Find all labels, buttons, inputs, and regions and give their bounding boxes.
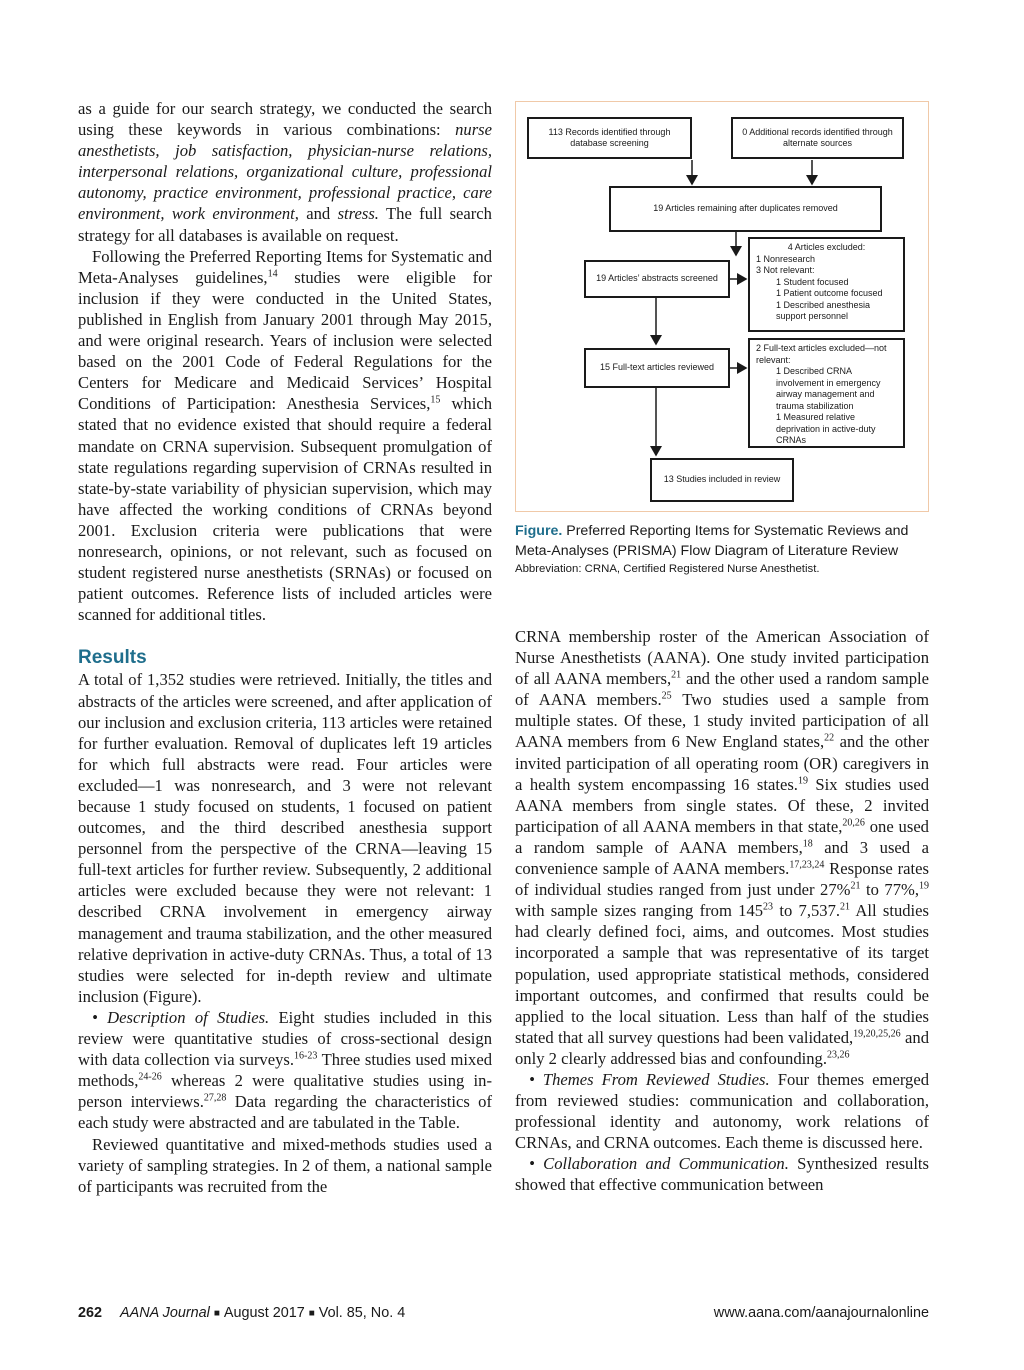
issue-date: August 2017 [223, 1305, 305, 1321]
paragraph-inclusion-criteria: Following the Preferred Reporting Items for Systematic and Meta-Analyses guidelines,$^{14}$ studies were eligible for inclusion if they were conducted in the United States, published in English from January 2001 through May 2015, and were original research. Years of inclusion were selected based on the 2001 Code of Federal Regulations for the Centers for Medicare and Medicaid Services’ Hospital Conditions of Participation: Anesthesia Services,$^{15}$ which stated that no evidence existed that should require a federal mandate on CRNA supervision. Subsequent promulgation of state regulations regarding supervision of CRNAs resulted in state-by-state variability of physician supervision, which may have affected the working conditions of CRNAs beyond 2001. Exclusion criteria were publications that were nonresearch, opinions, or not relevant, such as focused on student registered nurse anesthetists (SRNAs) or focused on patient outcomes. Reference lists of included articles were scanned for additional titles. [78, 246, 492, 625]
box-fulltext-excluded: 2 Full-text articles excluded—not relevant: 1 Described CRNA involvement in emergency airway management and trauma stabilization 1 Measured relative deprivation in active-duty CRNAs [748, 338, 905, 448]
paragraph-sampling: Reviewed quantitative and mixed-methods studies used a variety of sampling strategies. In 2 of them, a national sample of participants was recruited from the [78, 1134, 492, 1196]
box-duplicates-removed: 19 Articles remaining after duplicates removed [609, 186, 882, 232]
paragraph-results: A total of 1,352 studies were retrieved. Initially, the titles and abstracts of the articles were screened, and after application of our inclusion and exclusion criteria, 113 articles were retained for further evaluation. Removal of duplicates left 19 articles for which full abstracts were read. Four articles were excluded—1 was nonresearch, and 3 were not relevant because 1 study focused on students, 1 focused on patient outcomes, and the third described anesthesia support personnel from the perspective of the CRNA—leaving 15 full-text articles for further review. Subsequently, 2 additional articles were excluded because they were not relevant: 1 described CRNA involvement in emergency airway management and trauma stabilization, and the other measured relative deprivation in active-duty CRNAs. Thus, a total of 13 studies were selected for in-depth review and ultimate inclusion (Figure). [78, 670, 492, 1006]
figure-label: Figure. [515, 523, 563, 539]
reference: 14 [267, 268, 278, 280]
box-abstracts-screened: 19 Articles’ abstracts screened [584, 260, 730, 298]
search-keywords: nurse anesthetists, job satisfaction, physician-nurse relations, interpersonal relations, organizational culture, professional autonomy, practice environment, professional practice, care environment, work environment, [78, 120, 492, 224]
journal-url[interactable]: www.aana.com/aanajournalonline [713, 1305, 929, 1321]
figure-abbreviation: Abbreviation: CRNA, Certified Registered Nurse Anesthetist. [515, 563, 820, 575]
paragraph-samples: CRNA membership roster of the American Association of Nurse Anesthetists (AANA). One study invited participation of all AANA members,$^{21}$ and the other used a random sample of AANA members.$^{25}$ Two studies used a sample from multiple states. Of these, 1 study invited participation of all AANA members from 6 New England states,$^{22}$ and the other invited participation of all operating room (OR) caregivers in a health system encompassing 16 states.$^{19}$ Six studies used AANA members from single states. Of these, 2 invited participation of all AANA members in that state,$^{20,26}$ one used a random sample of AANA members,$^{18}$ and 3 used a convenience sample of AANA members.$^{17,23,24}$ Response rates of individual studies ranged from just under 27%$^{21}$ to 77%,$^{19}$ with sample sizes ranging from $145^{23}$ to 7,537.21 All studies had clearly defined foci, aims, and outcomes. Most studies incorporated a sample that was representative of its target population, used appropriate statistical methods, considered important outcomes, and confirmed that results could be applied to the local situation. Less than half of the studies stated that all survey questions had been validated,$^{19,20,25,26}$ and only 2 clearly addressed bias and confounding.$^{23,26}$ [515, 627, 930, 1068]
paragraph-search-strategy: as a guide for our search strategy, we conducted the search using these keywords in various combinations: nurse anesthetists, job satisfaction, physician-nurse relations, interpersonal relations, organizational culture, professional autonomy, practice environment, professional practice, care environment, work environment, and stress. The full search strategy for all databases is available on request. [78, 99, 492, 245]
figure-caption: Figure. Preferred Reporting Items for Systematic Reviews and Meta-Analyses (PRISMA) Flow Diagram of Literature Review Abbreviation: CRNA, Certified Registered Nurse Anesthetist. [515, 521, 929, 576]
paragraph-description-of-studies: • Description of Studies. Eight studies included in this review were quantitative studies of cross-sectional design with data collection via surveys.$^{16-23}$ Three studies used mixed methods,$^{24-26}$ whereas 2 were qualitative studies using in-person interviews.$^{27,28}$ Data regarding the characteristics of each study were abstracted and are tabulated in the Table. [78, 1007, 492, 1133]
left-column [78, 98, 492, 1197]
volume: Vol. 85, No. 4 [318, 1305, 406, 1321]
box-articles-excluded: 4 Articles excluded: 1 Nonresearch 3 Not relevant: 1 Student focused 1 Patient outcome focused 1 Described anesthesia support personnel [748, 237, 905, 332]
footer-left: 262 AANA Journal ■ August 2017 ■ Vol. 85, No. 4 [78, 1305, 406, 1321]
box-studies-included: 13 Studies included in review [650, 458, 794, 502]
box-records-database: 113 Records identified through database screening [527, 117, 692, 159]
reference: 15 [430, 394, 441, 406]
paragraph-collaboration: • Collaboration and Communication. Synthesized results showed that effective communication between [515, 1154, 930, 1195]
results-heading: Results [78, 647, 147, 669]
right-column [515, 626, 929, 1196]
journal-name: AANA Journal [120, 1305, 210, 1321]
page-number: 262 [78, 1305, 103, 1321]
paragraph-themes: • Themes From Reviewed Studies. Four themes emerged from reviewed studies: communication and collaboration, professional identity and autonomy, work relations of CRNAs, and CRNA outcomes. Each theme is discussed here. [515, 1069, 929, 1153]
prisma-flow-diagram [515, 101, 929, 512]
box-fulltext-reviewed: 15 Full-text articles reviewed [584, 348, 730, 388]
box-records-alternate: 0 Additional records identified through alternate sources [731, 117, 904, 159]
